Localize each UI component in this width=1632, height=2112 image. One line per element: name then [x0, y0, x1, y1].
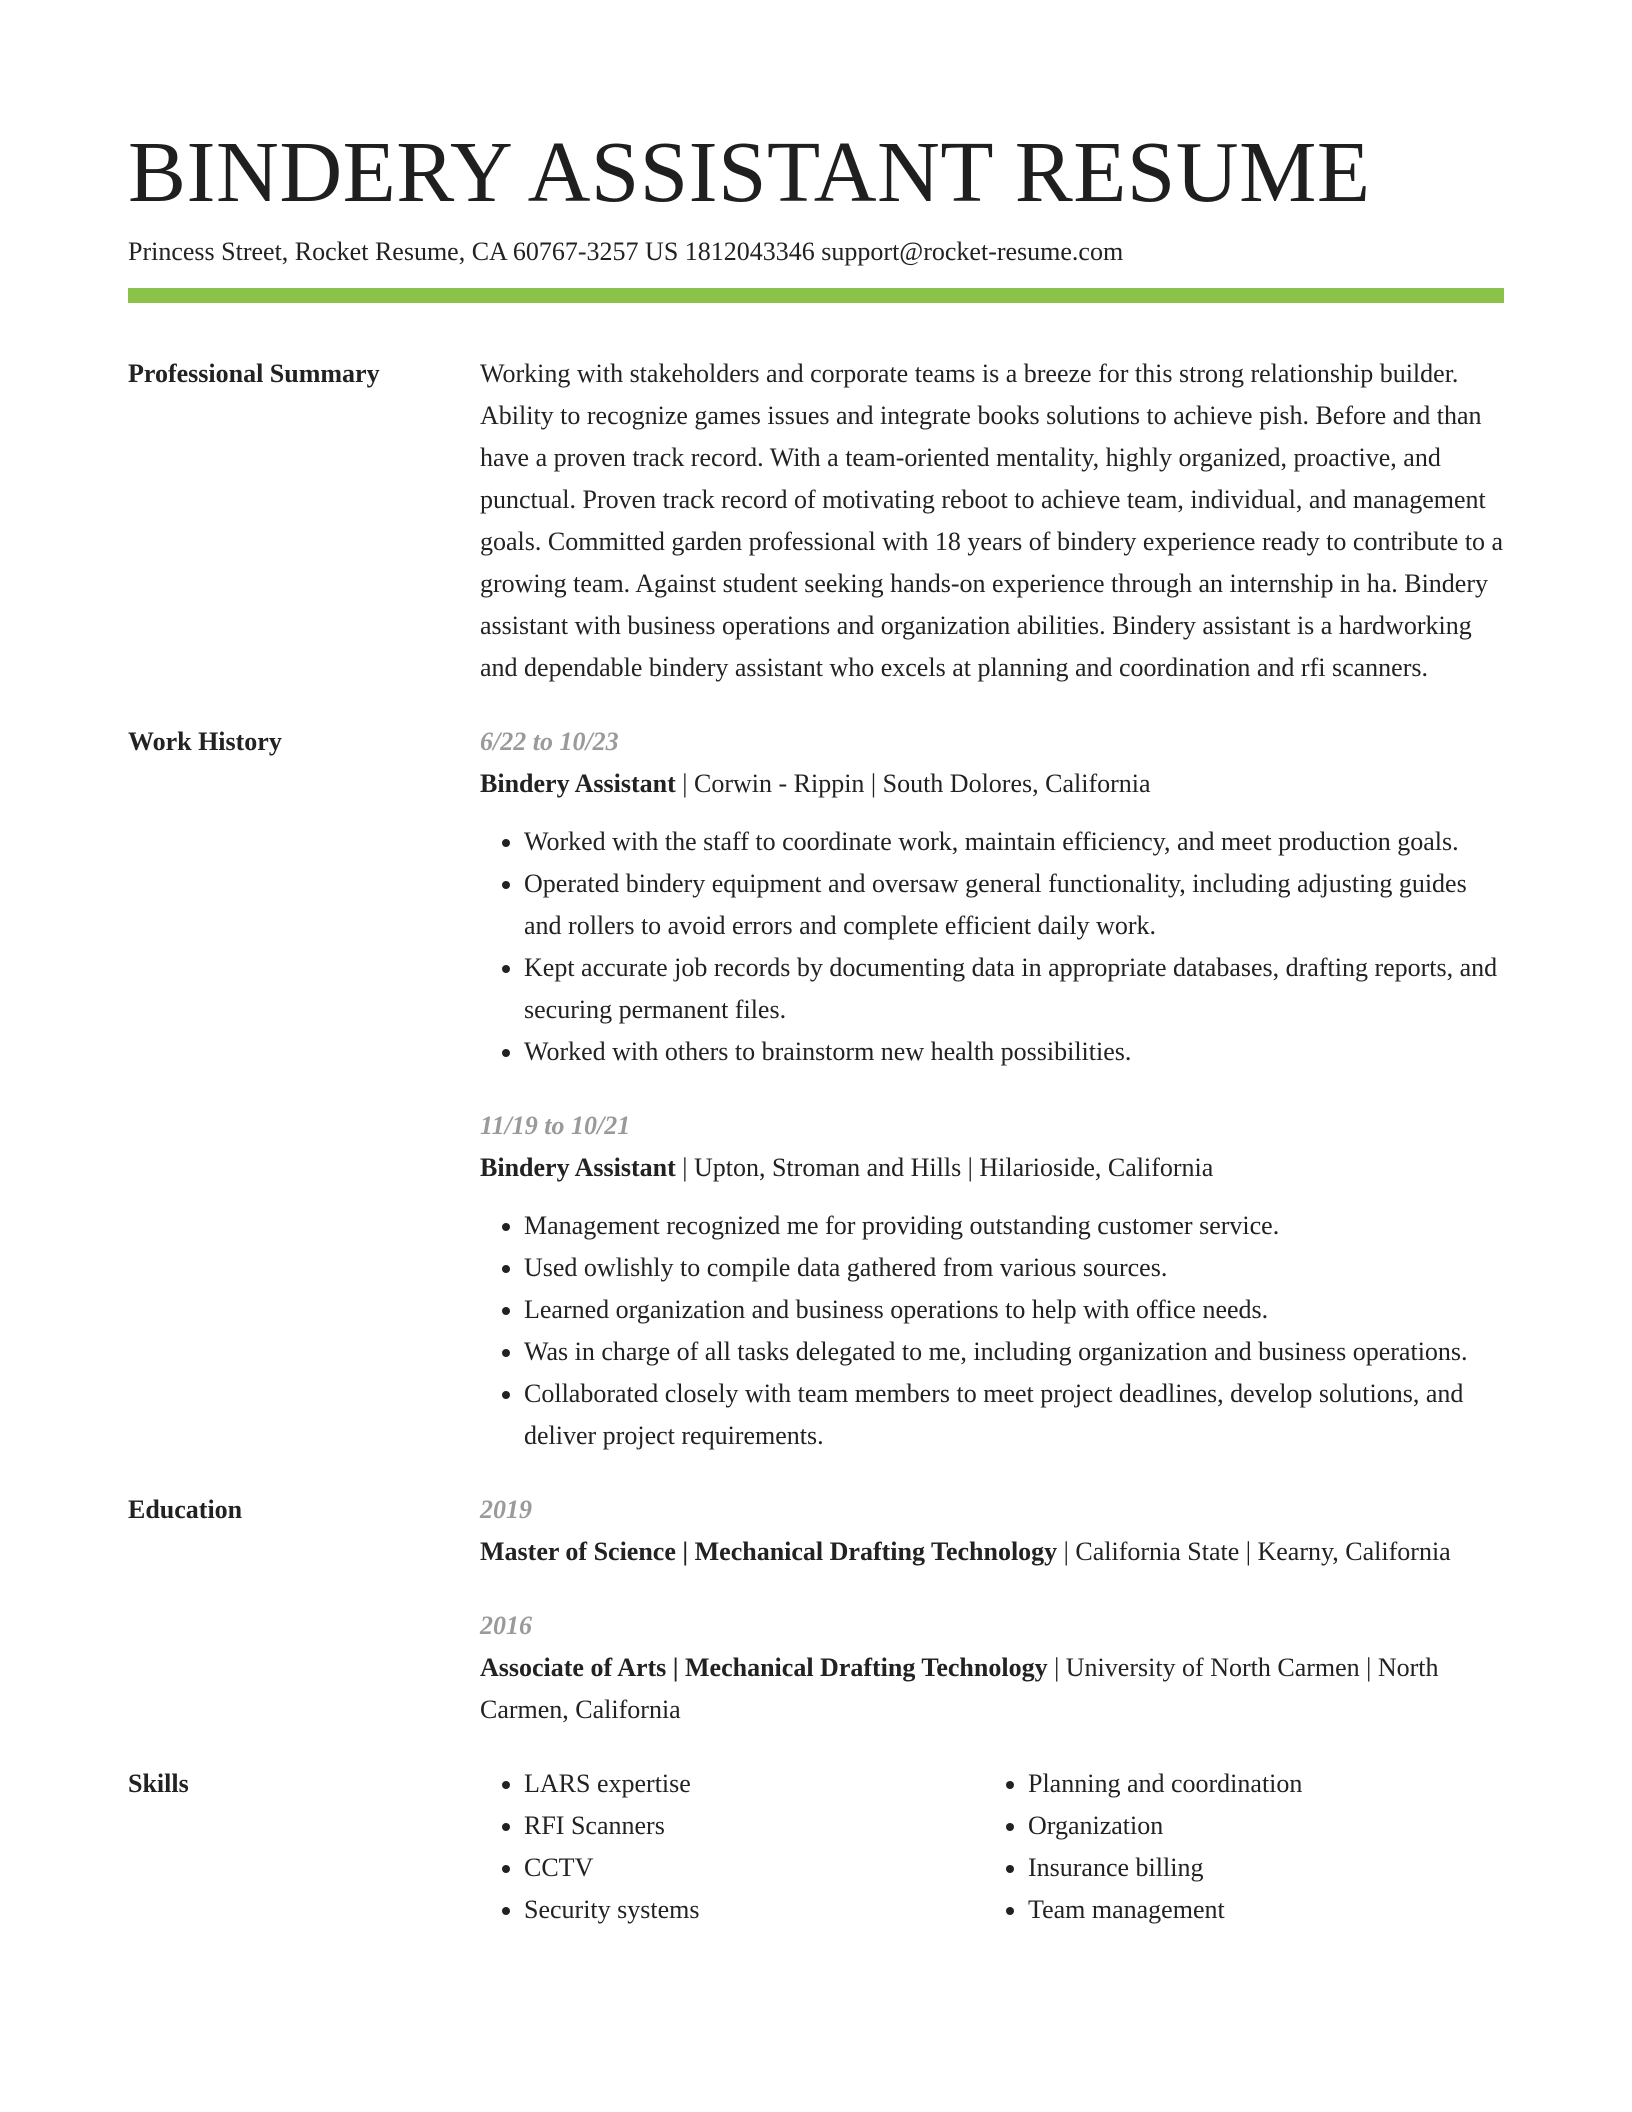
degree-year: 2019: [480, 1495, 532, 1524]
degree-line: [480, 1531, 1504, 1573]
education-content: [480, 1489, 1504, 1731]
job-dates: 6/22 to 10/23: [480, 727, 619, 756]
job-bullet: • Collaborated closely with team members to meet project deadlines, develop solutions, and deliver project requirements.: [524, 1373, 1504, 1457]
education-label: Education: [128, 1495, 243, 1524]
job-bullet: • Kept accurate job records by documenting data in appropriate databases, drafting reports, and securing permanent files.: [524, 947, 1504, 1031]
degree-entry: [480, 1489, 1504, 1573]
job-title: Bindery Assistant: [480, 1153, 676, 1182]
skill-item: • RFI Scanners: [524, 1805, 984, 1847]
work-history-content: [480, 721, 1504, 1457]
resume-page: [128, 118, 1504, 1931]
job-bullet: • Operated bindery equipment and oversaw general functionality, including adjusting guides and rollers to avoid errors and complete efficient daily work.: [524, 863, 1504, 947]
resume-title: BINDERY ASSISTANT RESUME: [128, 123, 1371, 220]
job-title: Bindery Assistant: [480, 769, 676, 798]
work-history-label: Work History: [128, 727, 282, 756]
skill-item: • Insurance billing: [1028, 1847, 1488, 1889]
job-bullet: • Worked with others to brainstorm new health possibilities.: [524, 1031, 1504, 1073]
job-role: [480, 1147, 1504, 1189]
summary-label: Professional Summary: [128, 359, 380, 388]
job-dates: 11/19 to 10/21: [480, 1111, 631, 1140]
job-entry: [480, 1105, 1504, 1457]
job-bullet: • Used owlishly to compile data gathered from various sources.: [524, 1247, 1504, 1289]
job-details: | Upton, Stroman and Hills | Hilarioside, California: [675, 1153, 1214, 1182]
job-details: | Corwin - Rippin | South Dolores, California: [675, 769, 1151, 798]
degree-details: | University of North Carmen | North Carmen, California: [480, 1653, 1439, 1724]
degree-year: 2016: [480, 1611, 532, 1640]
skills-label: Skills: [128, 1769, 189, 1798]
skills-content: [480, 1763, 1504, 1931]
skill-item: • CCTV: [524, 1847, 984, 1889]
skills-section: [128, 1763, 1504, 1931]
job-bullet: • Was in charge of all tasks delegated to me, including organization and business operations.: [524, 1331, 1504, 1373]
degree-name: Associate of Arts | Mechanical Drafting Technology: [480, 1653, 1048, 1682]
job-entry: [480, 721, 1504, 1073]
skill-item: • Organization: [1028, 1805, 1488, 1847]
degree-line: [480, 1647, 1504, 1731]
degree-entry: [480, 1605, 1504, 1731]
education-section: [128, 1489, 1504, 1731]
summary-text: Working with stakeholders and corporate teams is a breeze for this strong relationship builder. Ability to recognize games issues and integrate books solutions to achieve pish. Before and than have a proven track record. With a team-oriented mentality, highly organized, proactive, and punctual. Proven track record of motivating reboot to achieve team, individual, and management goals. Committed garden professional with 18 years of bindery experience ready to contribute to a growing team. Against student seeking hands-on experience through an internship in ha. Bindery assistant with business operations and organization abilities. Bindery assistant is a hardworking and dependable bindery assistant who excels at planning and coordination and rfi scanners.: [480, 359, 1504, 682]
header-divider: [128, 288, 1504, 303]
skills-columns: [480, 1763, 1504, 1931]
skills-list-left: [480, 1763, 984, 1931]
skill-item: • Planning and coordination: [1028, 1763, 1488, 1805]
job-role: [480, 763, 1504, 805]
skill-item: • Security systems: [524, 1889, 984, 1931]
job-bullet: • Worked with the staff to coordinate work, maintain efficiency, and meet production goals.: [524, 821, 1504, 863]
job-bullets: [480, 821, 1504, 1073]
skills-list-right: [984, 1763, 1488, 1931]
degree-name: Master of Science | Mechanical Drafting Technology: [480, 1537, 1058, 1566]
contact-line: Princess Street, Rocket Resume, CA 60767-3257 US 1812043346 support@rocket-resume.com: [128, 237, 1124, 266]
job-bullet: • Management recognized me for providing outstanding customer service.: [524, 1205, 1504, 1247]
degree-details: | California State | Kearny, California: [1057, 1537, 1451, 1566]
skill-item: • Team management: [1028, 1889, 1488, 1931]
summary-section: [128, 353, 1504, 689]
skill-item: • LARS expertise: [524, 1763, 984, 1805]
work-history-section: [128, 721, 1504, 1457]
job-bullet: • Learned organization and business operations to help with office needs.: [524, 1289, 1504, 1331]
job-bullets: [480, 1205, 1504, 1457]
